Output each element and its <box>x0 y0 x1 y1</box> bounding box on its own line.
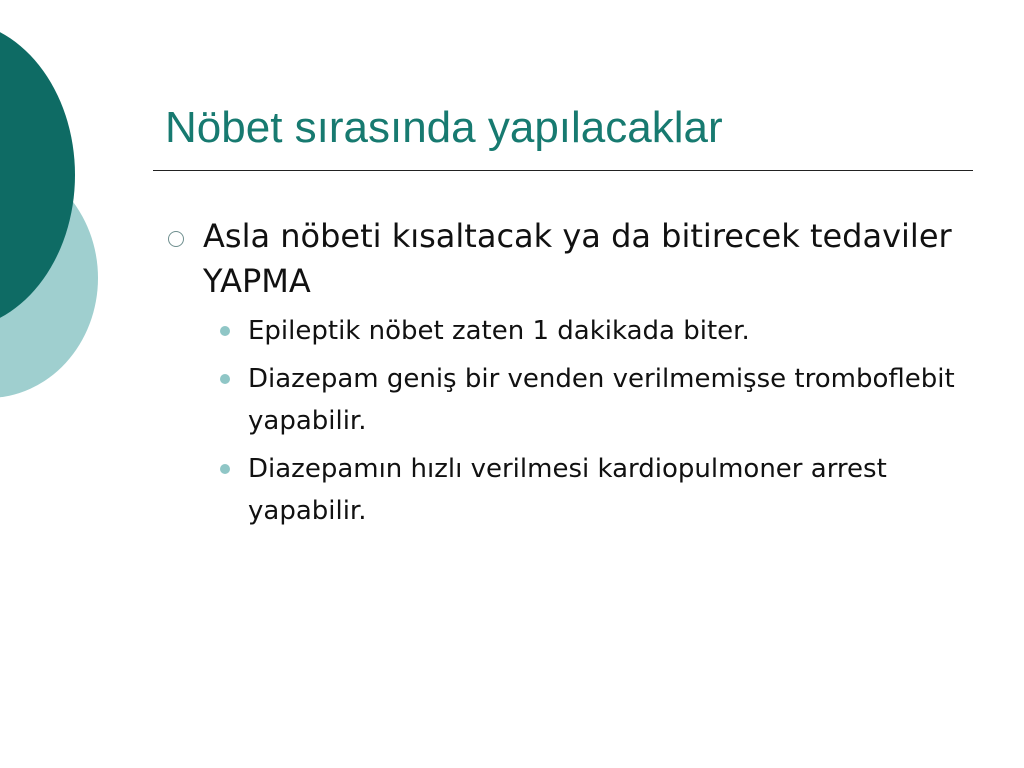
sub-bullet-item <box>248 448 965 532</box>
filled-dot-bullet-icon <box>220 326 230 336</box>
sub-bullet-item <box>248 310 965 352</box>
bullet-text: Asla nöbeti kısaltacak ya da bitirecek tedaviler YAPMA <box>203 217 952 300</box>
sub-bullet-text: Diazepam geniş bir venden verilmemişse tromboflebit yapabilir. <box>248 364 955 436</box>
title-divider <box>153 170 973 171</box>
sub-bullet-text: Epileptik nöbet zaten 1 dakikada biter. <box>248 316 750 346</box>
slide-title: Nöbet sırasında yapılacaklar <box>165 103 723 152</box>
hollow-circle-bullet-icon <box>168 231 184 247</box>
filled-dot-bullet-icon <box>220 374 230 384</box>
bullet-item <box>165 214 965 304</box>
sub-bullet-item <box>248 358 965 442</box>
sub-bullet-list <box>165 310 965 532</box>
sub-bullet-text: Diazepamın hızlı verilmesi kardiopulmoner arrest yapabilir. <box>248 454 887 526</box>
filled-dot-bullet-icon <box>220 464 230 474</box>
slide-content <box>165 214 965 538</box>
